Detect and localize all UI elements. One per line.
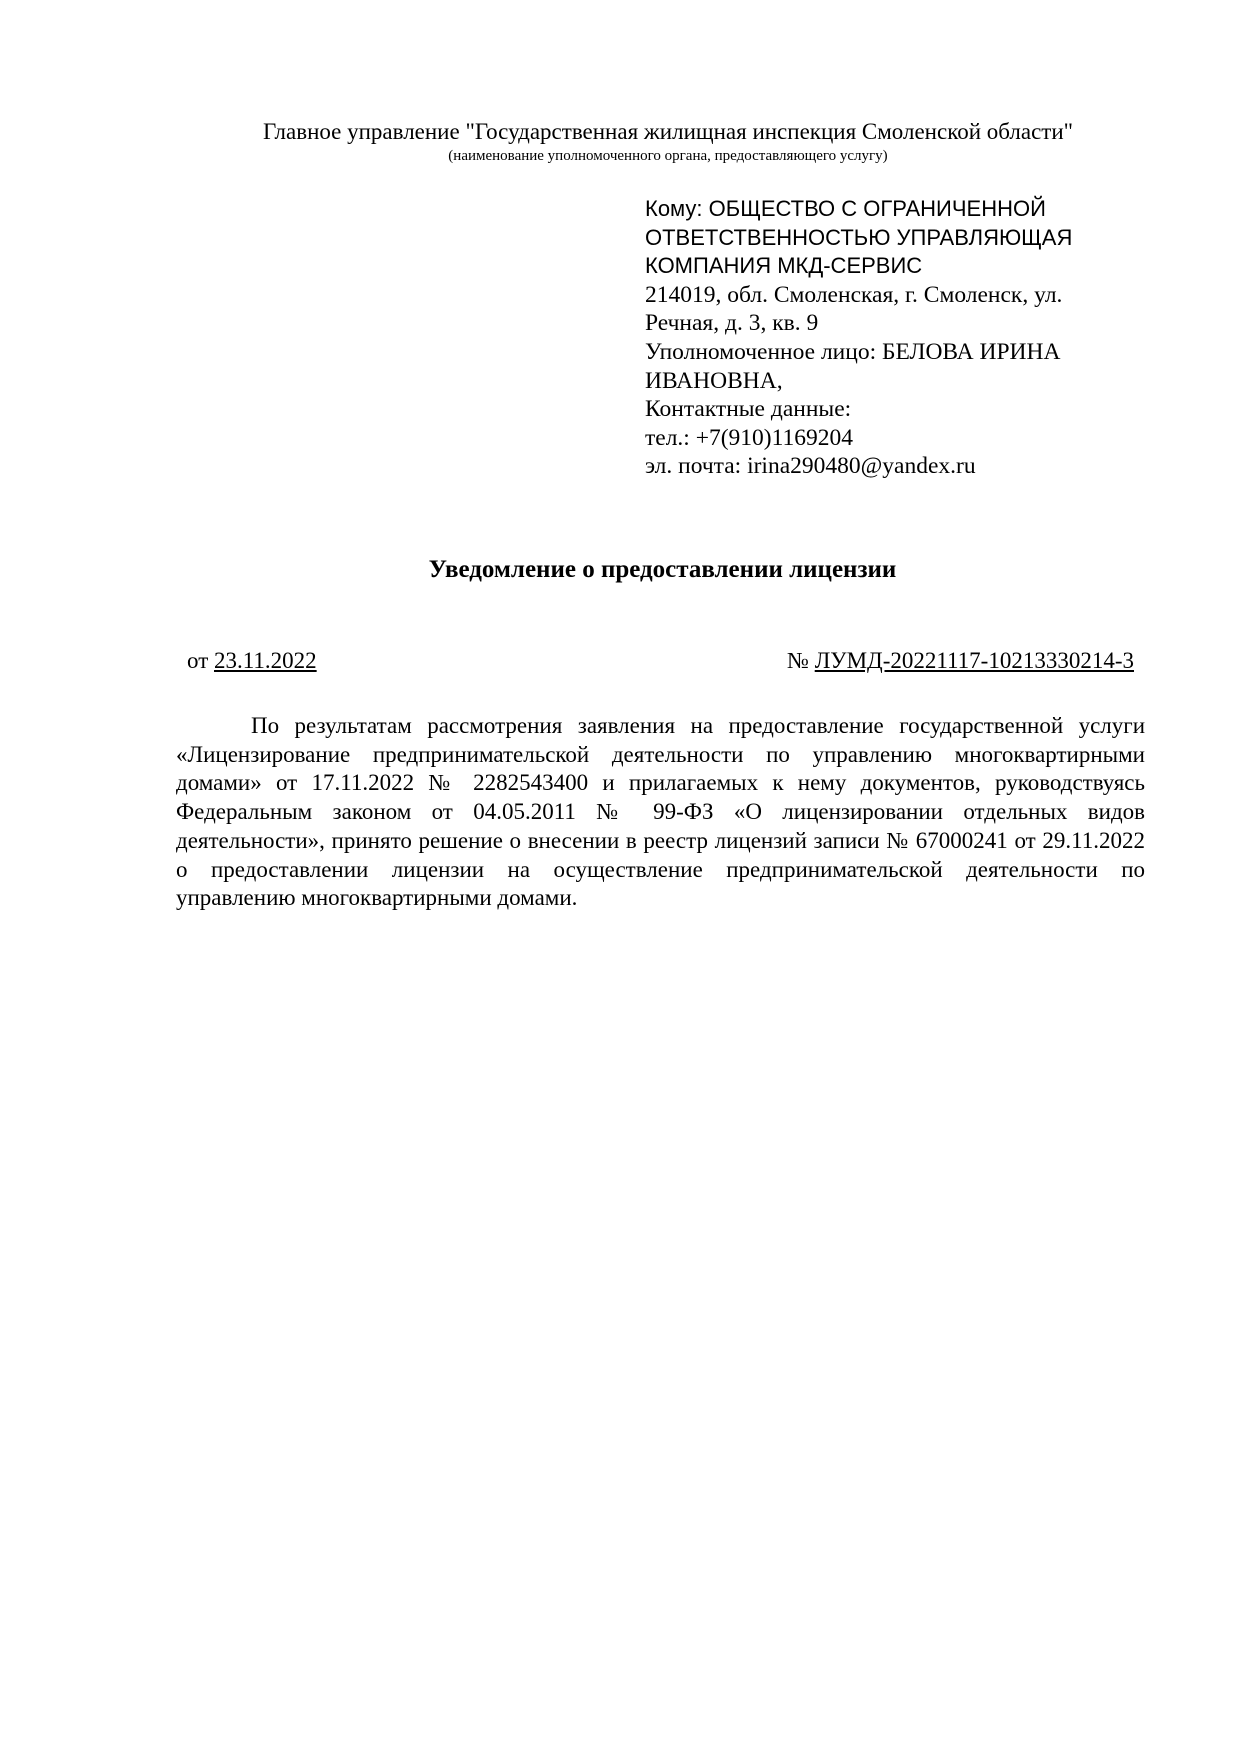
date-value: 23.11.2022 <box>214 648 317 673</box>
issuing-authority: Главное управление "Государственная жилищная инспекция Смоленской области" <box>262 119 1074 144</box>
contact-phone: тел.: +7(910)1169204 <box>645 424 853 451</box>
number-value: ЛУМД-20221117-10213330214-3 <box>814 648 1134 673</box>
recipient-line: КОМПАНИЯ МКД-СЕРВИС <box>645 253 923 279</box>
recipient-block <box>645 195 1165 481</box>
number-prefix: № <box>787 648 809 673</box>
document-number <box>787 647 1134 675</box>
document-date <box>187 647 317 675</box>
issuing-authority-caption: (наименование уполномоченного органа, предоставляющего услугу) <box>448 148 888 164</box>
document-body: По результатам рассмотрения заявления на предоставление государственной услуги «Лицензирование предпринимательской деятельности по управлению многоквартирными домами» от 17.11.2022 № 2282543400 и прилагаемых к нему документов, руководствуясь Федеральным законом от 04.05.2011 № 99-ФЗ «О лицензировании отдельных видов деятельности», принято решение о внесении в реестр лицензий записи № 67000241 от 29.11.2022 о предоставлении лицензии на осуществление предпринимательской деятельности по управлению многоквартирными домами. <box>176 713 1145 911</box>
recipient-address-line: Речная, д. 3, кв. 9 <box>645 310 819 337</box>
document-title: Уведомление о предоставлении лицензии <box>428 556 897 583</box>
date-prefix: от <box>187 648 209 673</box>
authorized-person-line: ИВАНОВНА, <box>645 367 783 394</box>
recipient-address-line: 214019, обл. Смоленская, г. Смоленск, ул. <box>645 281 1063 308</box>
recipient-line: Кому: ОБЩЕСТВО С ОГРАНИЧЕННОЙ <box>645 196 1046 221</box>
authorized-person-line: Уполномоченное лицо: БЕЛОВА ИРИНА <box>645 338 1061 365</box>
contact-email: эл. почта: irina290480@yandex.ru <box>645 453 976 480</box>
contact-heading: Контактные данные: <box>645 396 852 423</box>
recipient-line: ОТВЕТСТВЕННОСТЬЮ УПРАВЛЯЮЩАЯ <box>645 224 1073 250</box>
